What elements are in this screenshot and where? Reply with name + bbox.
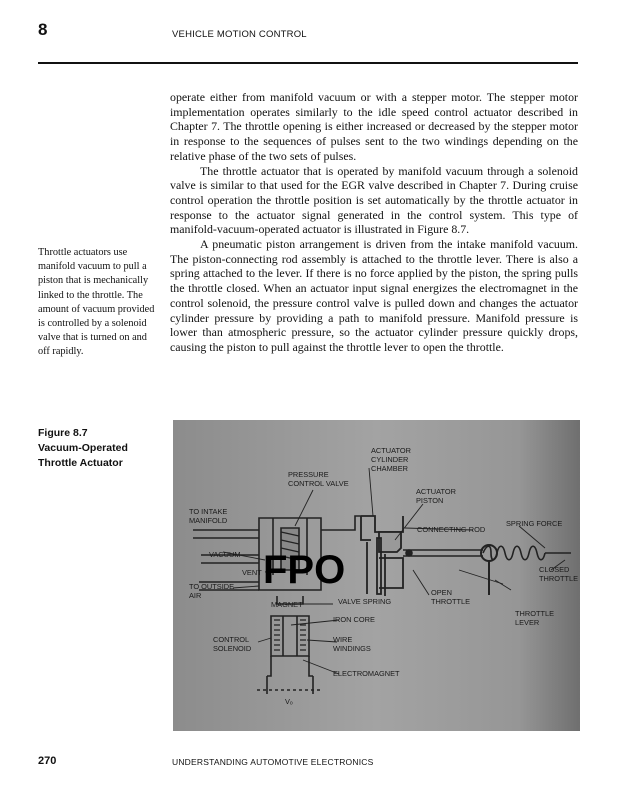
body-text xyxy=(170,90,578,355)
label-magnet: MAGNET xyxy=(271,600,303,609)
label-electromagnet: ELECTROMAGNET xyxy=(333,669,400,678)
label-spring-force: SPRING FORCE xyxy=(506,519,563,528)
label-actuator-cylinder-1: ACTUATOR xyxy=(371,446,411,455)
label-wire-windings-2: WINDINGS xyxy=(333,644,371,653)
label-vent: VENT xyxy=(242,568,262,577)
book-title: UNDERSTANDING AUTOMOTIVE ELECTRONICS xyxy=(172,757,374,767)
figure-caption xyxy=(38,426,158,471)
label-pressure-control-valve-2: CONTROL VALVE xyxy=(288,479,349,488)
label-wire-windings-1: WIRE xyxy=(333,635,353,644)
running-head: VEHICLE MOTION CONTROL xyxy=(172,29,307,40)
paragraph-1: operate either from manifold vacuum or with a stepper motor. The stepper motor implementation operates similarly to the idle speed control actuator described in Chapter 7. The throttle opening is either increased or decreased by the stepper motor in response to the sequences of pulses sent to the two windings depending on the relative phase of the two sets of pulses. xyxy=(170,90,578,163)
margin-note: Throttle actuators use manifold vacuum to pull a piston that is mechanically linked to the throttle. The amount of vacuum provided is controlled by a solenoid valve that is turned on and off rapidly. xyxy=(38,247,155,358)
label-actuator-piston-2: PISTON xyxy=(416,496,444,505)
label-control-solenoid-1: CONTROL xyxy=(213,635,250,644)
label-to-outside-air-2: AIR xyxy=(189,591,202,600)
chapter-number: 8 xyxy=(38,20,48,39)
label-pressure-control-valve-1: PRESSURE xyxy=(288,470,329,479)
label-closed-throttle-2: THROTTLE xyxy=(539,574,579,583)
figure-title-line-1: Vacuum-Operated xyxy=(38,442,128,454)
label-connecting-rod: CONNECTING ROD xyxy=(417,525,486,534)
paragraph-3: A pneumatic piston arrangement is driven from the intake manifold vacuum. The piston-connecting rod assembly is attached to the throttle lever. There is also a spring attached to the lever. If there is no force applied by the piston, the spring pulls the throttle closed. When an actuator input signal energizes the electromagnet in the control solenoid, the pressure control valve is pulled down and changes the actuator cylinder pressure by providing a path to manifold pressure. Manifold pressure is lower than atmospheric pressure, so the actuator cylinder pressure quickly drops, causing the piston to pull against the throttle lever to open the throttle. xyxy=(170,237,578,354)
label-iron-core: IRON CORE xyxy=(333,615,375,624)
label-throttle-lever-2: LEVER xyxy=(515,618,540,627)
label-control-solenoid-2: SOLENOID xyxy=(213,644,252,653)
figure-number: Figure 8.7 xyxy=(38,427,88,439)
label-voltage: Vₒ xyxy=(285,697,293,706)
label-open-throttle-2: THROTTLE xyxy=(431,597,471,606)
fpo-placeholder: FPO xyxy=(263,548,346,592)
label-actuator-cylinder-3: CHAMBER xyxy=(371,464,408,473)
label-open-throttle-1: OPEN xyxy=(431,588,452,597)
label-to-intake-manifold-2: MANIFOLD xyxy=(189,516,228,525)
label-actuator-cylinder-2: CYLINDER xyxy=(371,455,409,464)
header-rule xyxy=(38,62,578,64)
label-to-outside-air-1: TO OUTSIDE xyxy=(189,582,235,591)
label-actuator-piston-1: ACTUATOR xyxy=(416,487,456,496)
page-number: 270 xyxy=(38,755,57,767)
throttle-actuator-diagram xyxy=(173,420,580,731)
label-throttle-lever-1: THROTTLE xyxy=(515,609,555,618)
label-valve-spring: VALVE SPRING xyxy=(338,597,392,606)
paragraph-2: The throttle actuator that is operated by manifold vacuum through a solenoid valve is similar to that used for the EGR valve described in Chapter 7. During cruise control operation the throttle position is set automatically by the throttle actuator in response to the actuator signal generated in the control system. This type of manifold-vacuum-operated actuator is illustrated in Figure 8.7. xyxy=(170,163,578,237)
label-to-intake-manifold-1: TO INTAKE xyxy=(189,507,228,516)
figure-title-line-2: Throttle Actuator xyxy=(38,457,123,469)
label-closed-throttle-1: CLOSED xyxy=(539,565,570,574)
label-vacuum: VACUUM xyxy=(209,550,241,559)
figure-8-7 xyxy=(173,420,580,731)
